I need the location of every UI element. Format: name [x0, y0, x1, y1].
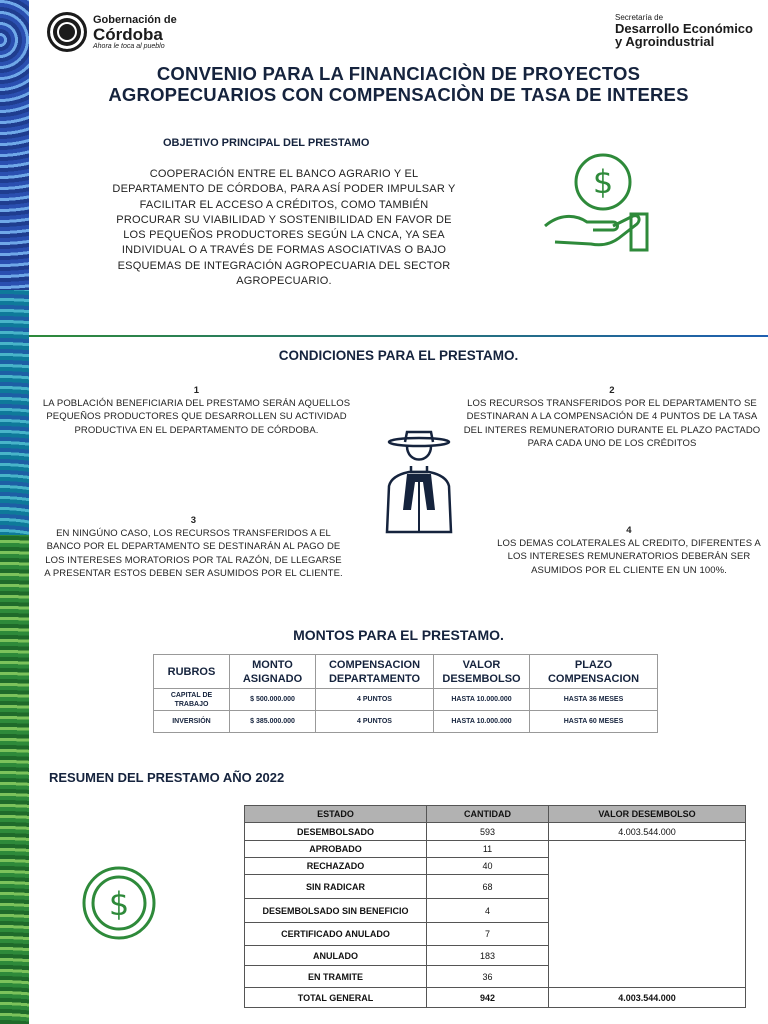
- decorative-side-strip: [0, 0, 29, 1024]
- table-header: ESTADO: [245, 806, 427, 823]
- table-cell: 4.003.544.000: [549, 988, 746, 1008]
- table-cell: 4.003.544.000: [549, 823, 746, 841]
- table-header: CANTIDAD: [427, 806, 549, 823]
- table-cell: DESEMBOLSADO: [245, 823, 427, 841]
- strip-blue-band: [0, 0, 29, 290]
- table-cell: HASTA 10.000.000: [434, 711, 530, 733]
- table-cell: TOTAL GENERAL: [245, 988, 427, 1008]
- section-divider: [29, 335, 768, 337]
- gov-slogan: Ahora le toca al pueblo: [93, 42, 165, 50]
- table-header-row: [154, 655, 658, 689]
- table-cell: APROBADO: [245, 841, 427, 858]
- condicion-number: 2: [609, 385, 615, 396]
- table-cell: 36: [427, 966, 549, 988]
- table-cell: HASTA 36 MESES: [530, 689, 658, 711]
- table-header: COMPENSACION DEPARTAMENTO: [316, 655, 434, 689]
- table-cell: 4: [427, 899, 549, 923]
- table-cell: ANULADO: [245, 946, 427, 966]
- table-cell: 68: [427, 875, 549, 899]
- strip-green-band: [0, 535, 29, 1024]
- table-cell: 4 PUNTOS: [316, 711, 434, 733]
- table-cell: $ 500.000.000: [230, 689, 316, 711]
- table-header: RUBROS: [154, 655, 230, 689]
- sec-line3: y Agroindustrial: [615, 34, 715, 49]
- resumen-table: [244, 805, 746, 1008]
- table-cell: 183: [427, 946, 549, 966]
- table-row: [245, 841, 746, 858]
- table-header-row: [245, 806, 746, 823]
- money-hand-icon: [541, 152, 653, 264]
- table-row: [154, 711, 658, 733]
- gobernacion-logo-text: [93, 15, 177, 50]
- montos-heading: MONTOS PARA EL PRESTAMO.: [293, 627, 504, 643]
- gov-line1: Gobernación de: [93, 13, 177, 26]
- table-header: MONTO ASIGNADO: [230, 655, 316, 689]
- condicion-text: LOS RECURSOS TRANSFERIDOS POR EL DEPARTAMENTO SE DESTINARAN A LA COMPENSACIÓN DE 4 PUNTOS DE LA TASA DEL INTERES REMUNERATORIO DURANTE EL PLAZO PACTADO PARA CADA UNO DE LOS CRÉDITOS: [463, 398, 761, 449]
- page-title: [29, 63, 768, 105]
- table-cell: DESEMBOLSADO SIN BENEFICIO: [245, 899, 427, 923]
- table-cell: CERTIFICADO ANULADO: [245, 923, 427, 946]
- svg-text:$: $: [108, 885, 130, 923]
- gobernacion-logo: [47, 12, 177, 52]
- condicion-item: [39, 384, 354, 437]
- table-row: [154, 689, 658, 711]
- objetivo-heading: OBJETIVO PRINCIPAL DEL PRESTAMO: [163, 137, 370, 149]
- svg-text:$: $: [592, 163, 614, 201]
- table-cell: SIN RADICAR: [245, 875, 427, 899]
- dollar-circle-icon: [81, 865, 157, 941]
- condicion-text: LA POBLACIÓN BENEFICIARIA DEL PRESTAMO SERÁN AQUELLOS PEQUEÑOS PRODUCTORES QUE DESARROLLEN SU ACTIVIDAD PRODUCTIVA EN EL DEPARTAMENTO DE CÓRDOBA.: [42, 398, 351, 436]
- table-cell: 4 PUNTOS: [316, 689, 434, 711]
- table-header: PLAZO COMPENSACION: [530, 655, 658, 689]
- condicion-item: [457, 384, 767, 450]
- montos-table: [153, 654, 658, 733]
- condicion-item: [487, 524, 768, 577]
- table-cell: 7: [427, 923, 549, 946]
- farmer-icon: [383, 430, 455, 534]
- table-row: [245, 823, 746, 841]
- cordoba-seal-icon: [47, 12, 87, 52]
- table-cell: EN TRAMITE: [245, 966, 427, 988]
- condicion-item: [41, 514, 346, 580]
- table-cell-empty: [549, 841, 746, 988]
- condicion-number: 1: [193, 385, 200, 396]
- title-line2: AGROPECUARIOS CON COMPENSACIÒN DE TASA DE INTERES: [108, 84, 689, 105]
- table-cell: INVERSIÓN: [154, 711, 230, 733]
- condicion-number: 4: [626, 525, 632, 536]
- table-cell: HASTA 60 MESES: [530, 711, 658, 733]
- table-cell: 40: [427, 858, 549, 875]
- sec-line1: Secretaría de: [615, 13, 664, 22]
- condicion-number: 3: [190, 515, 197, 526]
- title-line1: CONVENIO PARA LA FINANCIACIÒN DE PROYECTOS: [156, 63, 641, 84]
- sec-line2: Desarrollo Económico: [615, 21, 753, 36]
- condicion-text: EN NINGÚNO CASO, LOS RECURSOS TRANSFERIDOS A EL BANCO POR EL DEPARTAMENTO SE DESTINARÁN AL PAGO DE LOS INTERESES MORATORIOS POR TAL RAZÓN, DE LLEGARSE A PRESENTAR ESTOS DEBEN SER ASUMIDOS POR EL CLIENTE.: [44, 528, 343, 579]
- gov-line2: Córdoba: [93, 24, 163, 44]
- resumen-heading: RESUMEN DEL PRESTAMO AÑO 2022: [49, 770, 285, 785]
- strip-teal-band: [0, 290, 29, 535]
- table-header: VALOR DESEMBOLSO: [549, 806, 746, 823]
- table-cell: RECHAZADO: [245, 858, 427, 875]
- objetivo-text: COOPERACIÓN ENTRE EL BANCO AGRARIO Y EL DEPARTAMENTO DE CÓRDOBA, PARA ASÍ PODER IMPULSAR Y FACILITAR EL ACCESO A CRÉDITOS, COMO TAMBIÉN PROCURAR SU VIABILIDAD Y SOSTENIBILIDAD EN FAVOR DE LOS PEQUEÑOS PRODUCTORES SEGÚN LA CNCA, YA SEA INDIVIDUAL O A TRAVÉS DE FORMAS ASOCIATIVAS O BAJO ESQUEMAS DE INTEGRACIÓN AGROPECUARIA DEL SECTOR AGROPECUARIO.: [112, 168, 456, 288]
- table-cell: HASTA 10.000.000: [434, 689, 530, 711]
- table-cell: 593: [427, 823, 549, 841]
- secretaria-logo: [615, 14, 753, 48]
- condicion-text: LOS DEMAS COLATERALES AL CREDITO, DIFERENTES A LOS INTERESES REMUNERATORIOS DEBERÁN SER ASUMIDOS POR EL CLIENTE EN UN 100%.: [497, 538, 761, 576]
- table-cell: $ 385.000.000: [230, 711, 316, 733]
- page-content: [29, 0, 768, 1024]
- table-cell: CAPITAL DE TRABAJO: [154, 689, 230, 711]
- condiciones-heading: CONDICIONES PARA EL PRESTAMO.: [278, 348, 519, 363]
- table-header: VALOR DESEMBOLSO: [434, 655, 530, 689]
- table-cell: 942: [427, 988, 549, 1008]
- table-total-row: [245, 988, 746, 1008]
- table-cell: 11: [427, 841, 549, 858]
